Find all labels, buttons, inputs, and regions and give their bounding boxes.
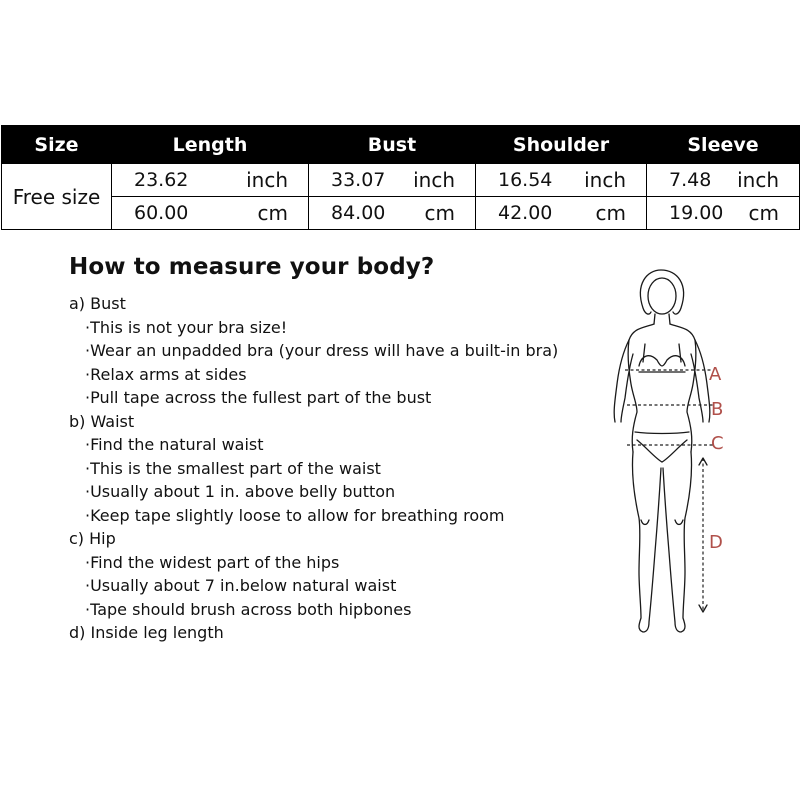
- head-outline: [648, 278, 676, 314]
- knee-marks: [641, 520, 683, 525]
- size-chart-table: [1, 125, 800, 230]
- instruction-item: ·Wear an unpadded bra (your dress will have a built-in bra): [85, 341, 559, 360]
- section-heading: c) Hip: [69, 529, 116, 548]
- instruction-item: ·This is not your bra size!: [85, 317, 288, 337]
- instruction-item: ·Usually about 1 in. above belly button: [85, 482, 396, 501]
- instruction-item: ·This is the smallest part of the waist: [85, 458, 381, 478]
- shoulder-cm-value: 42.00: [498, 202, 553, 224]
- inch-row: [2, 164, 800, 197]
- inch-unit: inch: [246, 168, 288, 192]
- label-d: D: [709, 532, 723, 553]
- bust-inch-cell: [309, 164, 476, 197]
- header-bust: Bust: [309, 126, 476, 164]
- header-length: Length: [112, 126, 309, 164]
- shoulder-cm-cell: [476, 197, 647, 230]
- label-a: A: [709, 364, 722, 385]
- instruction-item: ·Find the natural waist: [85, 435, 264, 454]
- instruction-item: ·Relax arms at sides: [85, 364, 247, 384]
- section-heading: b) Waist: [69, 411, 135, 431]
- instruction-item: ·Find the widest part of the hips: [85, 552, 340, 572]
- header-sleeve: Sleeve: [647, 126, 800, 164]
- inch-unit: inch: [413, 168, 455, 192]
- length-inch-cell: [112, 164, 309, 197]
- size-table-header-row: [2, 126, 800, 164]
- section-heading: a) Bust: [69, 294, 126, 313]
- measure-instructions: [69, 292, 558, 645]
- guide-title: How to measure your body?: [69, 254, 435, 280]
- instruction-item: ·Tape should brush across both hipbones: [85, 599, 412, 619]
- inch-unit: inch: [584, 168, 626, 192]
- length-cm-cell: [112, 197, 309, 230]
- label-c: C: [711, 433, 724, 454]
- size-name-cell: Free size: [2, 164, 112, 230]
- bra-outline: [639, 344, 685, 372]
- sleeve-cm-cell: [647, 197, 800, 230]
- bust-inch-value: 33.07: [331, 169, 386, 191]
- cm-unit: cm: [424, 201, 455, 225]
- instruction-item: ·Usually about 7 in.below natural waist: [85, 576, 397, 595]
- bust-cm-cell: [309, 197, 476, 230]
- section-heading: d) Inside leg length: [69, 623, 224, 642]
- hair-outline: [640, 270, 683, 314]
- shoulder-inch-cell: [476, 164, 647, 197]
- neck-outline: [654, 314, 670, 324]
- body-measurement-figure: [595, 262, 745, 657]
- bust-cm-value: 84.00: [331, 202, 386, 224]
- cm-unit: cm: [257, 201, 288, 225]
- sleeve-cm-value: 19.00: [669, 202, 724, 224]
- legs-outline: [632, 452, 691, 632]
- briefs-outline: [635, 432, 689, 462]
- inch-unit: inch: [737, 168, 779, 192]
- label-b: B: [711, 399, 724, 420]
- instruction-item: ·Pull tape across the fullest part of the bust: [85, 388, 432, 407]
- length-inch-value: 23.62: [134, 169, 189, 191]
- length-cm-value: 60.00: [134, 202, 189, 224]
- cm-unit: cm: [595, 201, 626, 225]
- sleeve-inch-value: 7.48: [669, 169, 712, 191]
- cm-unit: cm: [748, 201, 779, 225]
- sleeve-inch-cell: [647, 164, 800, 197]
- shoulder-inch-value: 16.54: [498, 169, 553, 191]
- instruction-item: ·Keep tape slightly loose to allow for breathing room: [85, 505, 505, 525]
- header-size: Size: [2, 126, 112, 164]
- cm-row: [2, 197, 800, 230]
- header-shoulder: Shoulder: [476, 126, 647, 164]
